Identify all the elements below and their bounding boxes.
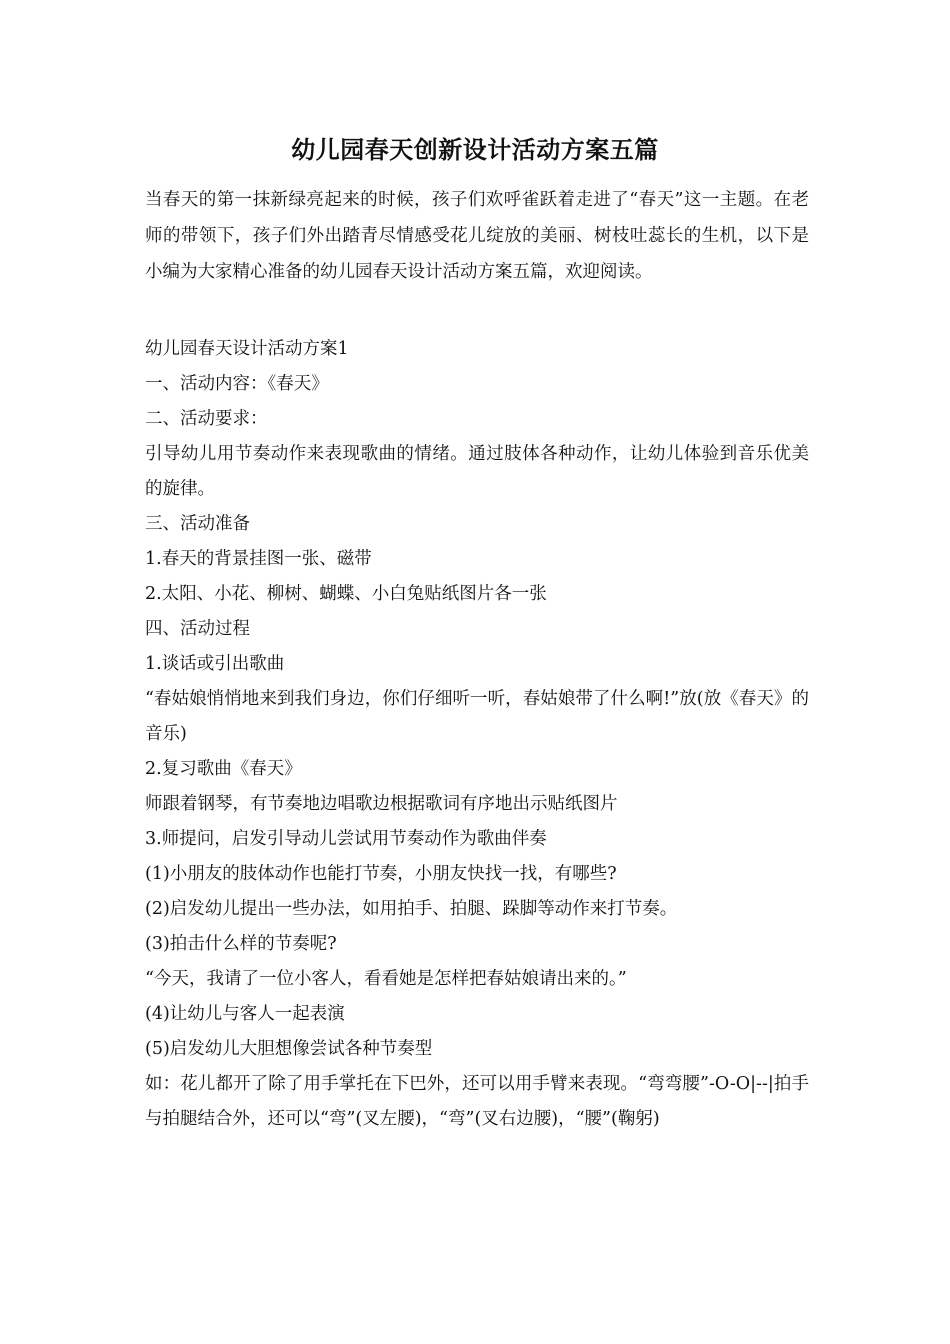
preparation-item-2: 2.太阳、小花、柳树、蝴蝶、小白兔贴纸图片各一张 [145,584,547,604]
process-substep-4: (4)让幼儿与客人一起表演 [145,1004,345,1024]
preparation-item-1: 1.春天的背景挂图一张、磁带 [145,549,372,569]
process-substep-2: (2)启发幼儿提出一些办法，如用拍手、拍腿、跺脚等动作来打节奏。 [145,899,678,919]
activity-process-heading: 四、活动过程 [145,619,250,639]
process-substep-1: (1)小朋友的肢体动作也能打节奏，小朋友快找一找，有哪些? [145,864,617,884]
document-body [145,182,809,1137]
process-step-1: 1.谈话或引出歌曲 [145,654,285,674]
process-example-text: 如：花儿都开了除了用手掌托在下巴外，还可以用手臂来表现。“弯弯腰”-O-O|--|拍手与拍腿结合外，还可以“弯”(叉左腰)，“弯”(叉右边腰)，“腰”(鞠躬) [145,1074,809,1129]
document-title: 幼儿园春天创新设计活动方案五篇 [291,135,659,164]
process-step-3: 3.师提问，启发引导动儿尝试用节奏动作为歌曲伴奏 [145,829,547,849]
paragraph-spacer [145,290,809,332]
process-substep-5: (5)启发幼儿大胆想像尝试各种节奏型 [145,1039,433,1059]
intro-paragraph: 当春天的第一抹新绿亮起来的时候，孩子们欢呼雀跃着走进了“春天”这一主题。在老师的带领下，孩子们外出踏青尽情感受花儿绽放的美丽、树枝吐蕊长的生机，以下是小编为大家精心准备的幼儿园春天设计活动方案五篇，欢迎阅读。 [145,190,809,282]
activity-requirements-text: 引导幼儿用节奏动作来表现歌曲的情绪。通过肢体各种动作，让幼儿体验到音乐优美的旋律。 [145,444,809,499]
activity-preparation-heading: 三、活动准备 [145,514,250,534]
process-step-1-quote: “春姑娘悄悄地来到我们身边，你们仔细听一听，春姑娘带了什么啊!”放(放《春天》的音乐) [145,689,809,744]
activity-content-heading: 一、活动内容：《春天》 [145,374,329,394]
process-step-2: 2.复习歌曲《春天》 [145,759,302,779]
process-step-2-text: 师跟着钢琴，有节奏地边唱歌边根据歌词有序地出示贴纸图片 [145,794,618,814]
activity-requirements-heading: 二、活动要求： [145,409,268,429]
process-substep-3-quote: “今天，我请了一位小客人，看看她是怎样把春姑娘请出来的。” [145,969,627,989]
section-heading: 幼儿园春天设计活动方案1 [145,339,349,359]
process-substep-3: (3)拍击什么样的节奏呢? [145,934,337,954]
